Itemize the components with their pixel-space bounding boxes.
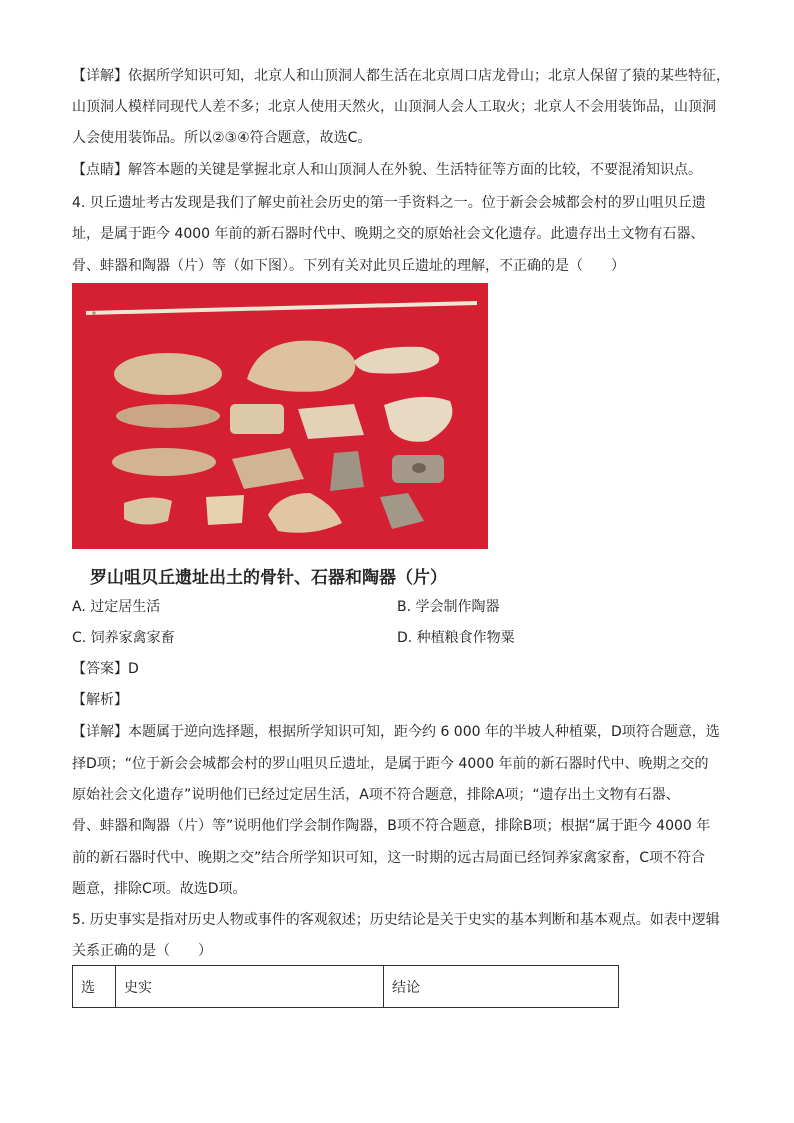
analysis-text: 前的新石器时代中、晚期之交”结合所学知识可知，这一时期的远古局面已经饲养家禽家畜，C项不符合 <box>72 850 706 866</box>
analysis-label: 【解析】 <box>72 692 128 708</box>
artifact-photo <box>72 283 488 549</box>
table-header-option: 选 <box>73 966 116 1008</box>
analysis-text: 骨、蚌器和陶器（片）等”说明他们学会制作陶器，B项不符合题意，排除B项；根据“属于距今 4000 年 <box>72 818 711 834</box>
analysis-text: 【详解】本题属于逆向选择题，根据所学知识可知，距今约 6 000 年的半坡人种植粟，D项符合题意，选 <box>72 724 720 740</box>
text-line: 山顶洞人模样同现代人差不多；北京人使用天然火，山顶洞人会人工取火；北京人不会用装饰品，山顶洞 <box>72 99 716 115</box>
text-line: 【详解】依据所学知识可知，北京人和山顶洞人都生活在北京周口店龙骨山；北京人保留了猿的某些特征， <box>72 68 730 84</box>
option-a[interactable]: A. 过定居生活 <box>72 599 161 615</box>
table-row <box>73 966 619 1008</box>
question-5-text: 关系正确的是（ ） <box>72 943 212 959</box>
question-4-text: 骨、蚌器和陶器（片）等（如下图）。下列有关对此贝丘遗址的理解，不正确的是（ ） <box>72 258 625 274</box>
text-line: 人会使用装饰品。所以②③④符合题意，故选C。 <box>72 130 372 146</box>
question-4-text: 址，是属于距今 4000 年前的新石器时代中、晚期之交的原始社会文化遗存。此遗存出土文物有石器、 <box>72 226 705 242</box>
table-header-conclusion: 结论 <box>384 966 619 1008</box>
question-5-text: 5. 历史事实是指对历史人物或事件的客观叙述；历史结论是关于史实的基本判断和基本观点。如表中逻辑 <box>72 912 720 928</box>
table-header-fact: 史实 <box>116 966 384 1008</box>
option-b[interactable]: B. 学会制作陶器 <box>397 599 500 615</box>
option-d[interactable]: D. 种植粮食作物粟 <box>397 630 515 646</box>
question-4-text: 4. 贝丘遗址考古发现是我们了解史前社会历史的第一手资料之一。位于新会会城都会村的罗山咀贝丘遗 <box>72 195 706 211</box>
answer-label: 【答案】D <box>72 661 139 677</box>
option-c[interactable]: C. 饲养家禽家畜 <box>72 630 175 646</box>
analysis-text: 原始社会文化遗存”说明他们已经过定居生活，A项不符合题意，排除A项；“遗存出土文物有石器、 <box>72 787 680 803</box>
figure-caption: 罗山咀贝丘遗址出土的骨针、石器和陶器（片） <box>90 568 447 588</box>
analysis-text: 择D项；“位于新会会城都会村的罗山咀贝丘遗址，是属于距今 4000 年前的新石器时代中、晚期之交的 <box>72 756 709 772</box>
artifact-illustration <box>72 283 488 549</box>
fact-conclusion-table <box>72 965 619 1008</box>
text-line: 【点睛】解答本题的关键是掌握北京人和山顶洞人在外貌、生活特征等方面的比较，不要混淆知识点。 <box>72 162 702 178</box>
analysis-text: 题意，排除C项。故选D项。 <box>72 881 247 897</box>
